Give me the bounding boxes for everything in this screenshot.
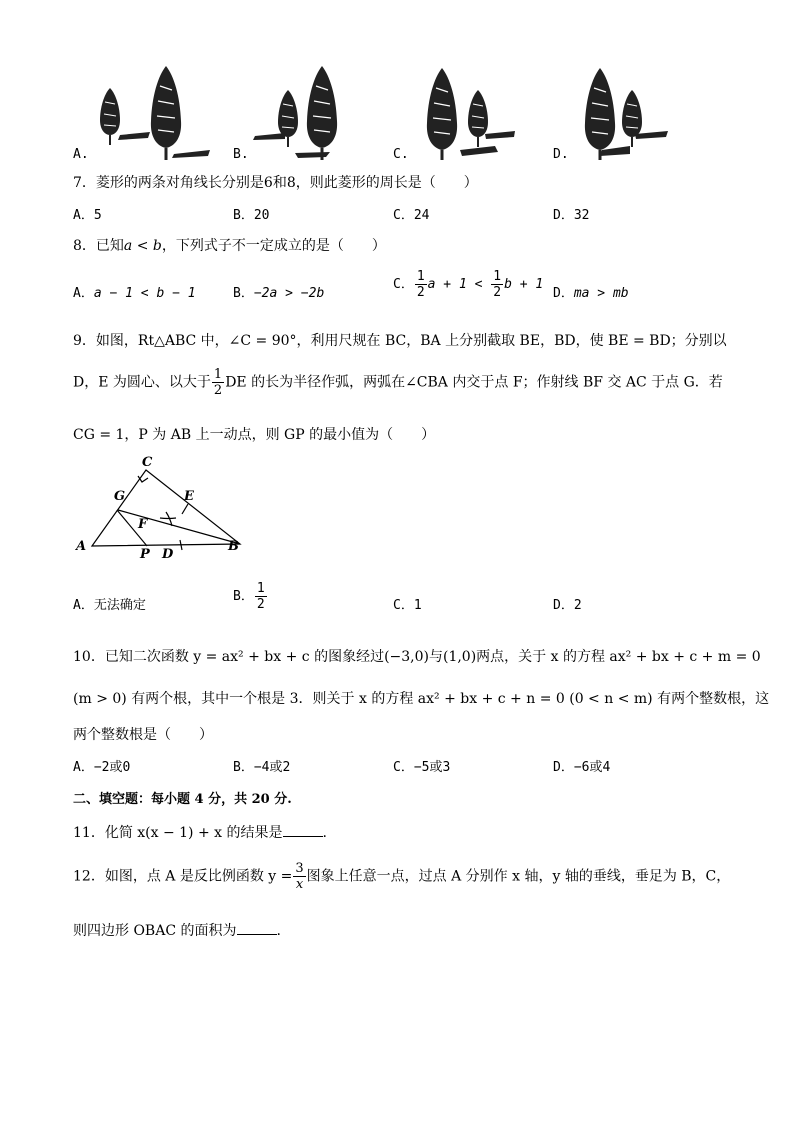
label-e: E bbox=[184, 489, 194, 504]
q10-option-b[interactable]: B．−4或2 bbox=[233, 760, 291, 775]
q9-option-a[interactable]: A．无法确定 bbox=[73, 598, 146, 613]
q10-option-d[interactable]: D．−6或4 bbox=[553, 760, 611, 775]
q8-option-b[interactable]: B．−2a > −2b bbox=[233, 286, 325, 301]
label-a: A bbox=[76, 539, 87, 554]
q6-option-b[interactable]: B. bbox=[233, 147, 249, 162]
q10-line3: 两个整数根是（ ） bbox=[73, 727, 213, 743]
q7-option-c[interactable]: C．24 bbox=[393, 208, 430, 223]
q9-line1: 9．如图，Rt△ABC 中，∠C = 90°，利用尺规在 BC，BA 上分别截取 BE，BD，使 BE = BD；分别以 bbox=[73, 333, 727, 349]
q8-option-c[interactable]: C． $\frac{1}{2}$ a + 1 < $\frac{1}{2}$ b + 1 bbox=[393, 269, 544, 300]
tree-image-c bbox=[427, 68, 515, 160]
q10-option-c[interactable]: C．−5或3 bbox=[393, 760, 451, 775]
q7-option-a[interactable]: A．5 bbox=[73, 208, 102, 223]
q8-stem: 8．已知a < b，下列式子不一定成立的是（ ） bbox=[73, 238, 386, 254]
tree-image-a bbox=[100, 66, 210, 160]
q9-line2: D，E 为圆心、以大于 $\frac{1}{2}$ DE 的长为半径作弧，两弧在∠CBA 内交于点 F；作射线 BF 交 AC 于点 G．若 bbox=[73, 367, 723, 398]
q6-option-a[interactable]: A. bbox=[73, 147, 89, 162]
q10-line1: 10．已知二次函数 y = ax² + bx + c 的图象经过(−3,0)与(1,0)两点，关于 x 的方程 ax² + bx + c + m = 0 bbox=[73, 649, 761, 665]
q11-answer-blank[interactable] bbox=[283, 824, 323, 837]
tree-image-b bbox=[253, 66, 337, 160]
q9-line3: CG = 1，P 为 AB 上一动点，则 GP 的最小值为（ ） bbox=[73, 427, 436, 443]
q12-line2: 则四边形 OBAC 的面积为 . bbox=[73, 923, 281, 939]
label-b: B bbox=[228, 539, 239, 554]
label-d: D bbox=[162, 547, 174, 562]
q8-option-a[interactable]: A．a − 1 < b − 1 bbox=[73, 286, 196, 301]
q7-option-d[interactable]: D．32 bbox=[553, 208, 590, 223]
q6-option-images bbox=[90, 60, 690, 160]
q8-option-d[interactable]: D．ma > mb bbox=[553, 286, 629, 301]
tree-image-d bbox=[585, 68, 668, 160]
q9-option-d[interactable]: D．2 bbox=[553, 598, 582, 613]
tick-e bbox=[182, 504, 188, 514]
q12-line1: 12．如图，点 A 是反比例函数 y = $\frac{3}{x}$ 图象上任意一点，过点 A 分别作 x 轴，y 轴的垂线，垂足为 B，C， bbox=[73, 861, 731, 892]
ray-bf bbox=[118, 510, 240, 544]
q9-option-b[interactable]: B． $\frac{1}{2}$ bbox=[233, 581, 265, 612]
q10-line2: (m > 0) 有两个根，其中一个根是 3．则关于 x 的方程 ax² + bx + c + n = 0 (0 < n < m) 有两个整数根，这 bbox=[73, 691, 770, 707]
label-p: P bbox=[140, 547, 150, 562]
label-c: C bbox=[142, 455, 153, 470]
q9-option-c[interactable]: C．1 bbox=[393, 598, 422, 613]
q6-option-d[interactable]: D. bbox=[553, 147, 569, 162]
q10-option-a[interactable]: A．−2或0 bbox=[73, 760, 131, 775]
label-f: F bbox=[138, 517, 148, 532]
right-angle-mark bbox=[138, 476, 148, 482]
label-g: G bbox=[114, 489, 126, 504]
q6-option-c[interactable]: C. bbox=[393, 147, 409, 162]
q11-stem: 11．化简 x(x − 1) + x 的结果是 . bbox=[73, 825, 327, 841]
section2-title: 二、填空题：每小题 4 分，共 20 分. bbox=[73, 792, 292, 807]
q7-option-b[interactable]: B．20 bbox=[233, 208, 270, 223]
q12-answer-blank[interactable] bbox=[237, 922, 277, 935]
triangle-abc bbox=[92, 470, 240, 546]
q7-stem: 7．菱形的两条对角线长分别是6和8，则此菱形的周长是（ ） bbox=[73, 175, 478, 191]
q9-triangle-figure bbox=[72, 452, 252, 567]
arc-f2 bbox=[160, 518, 176, 519]
